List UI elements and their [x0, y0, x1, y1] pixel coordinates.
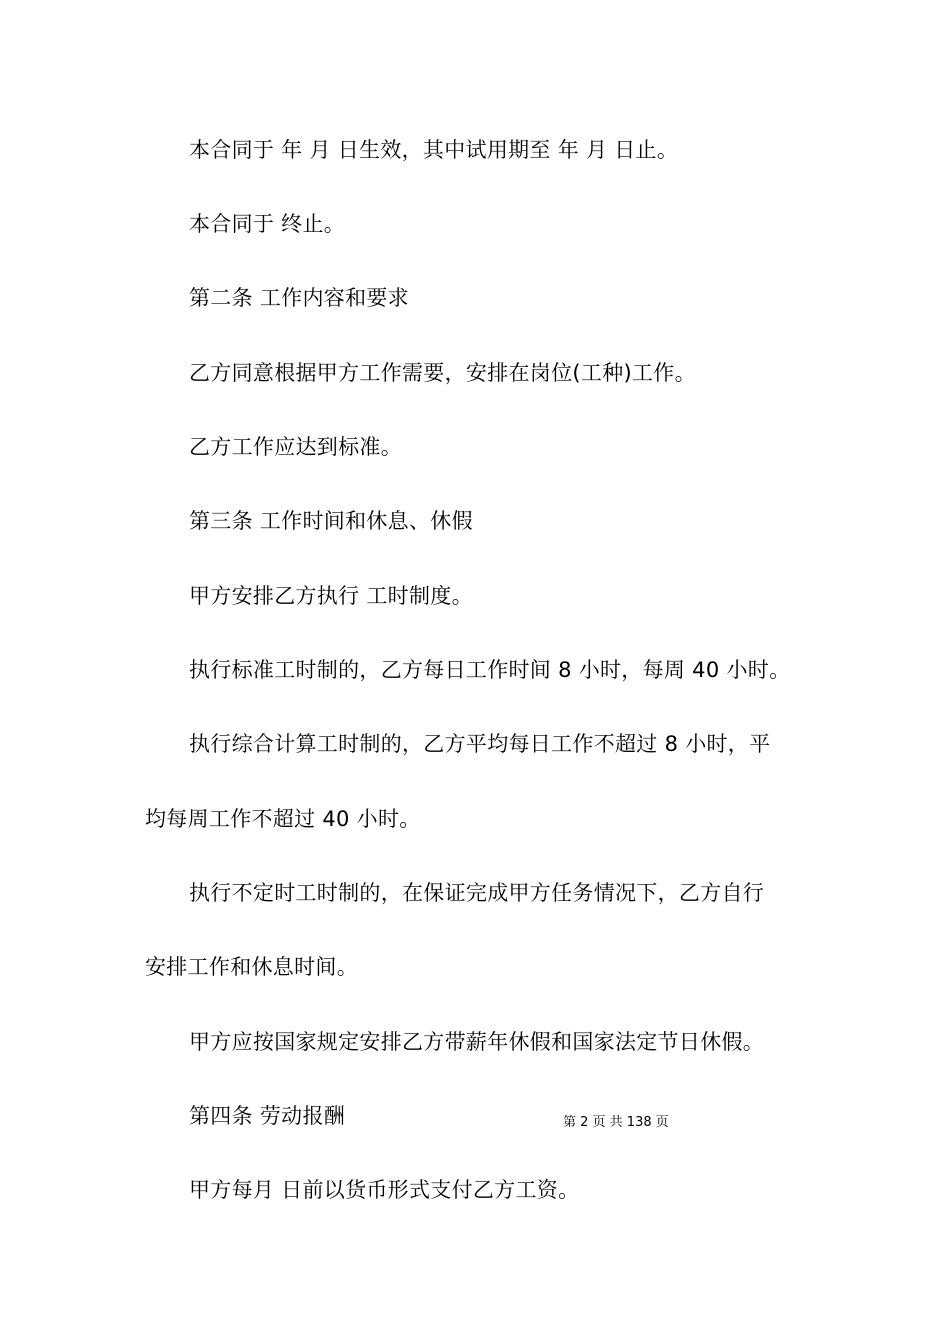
paragraph-comprehensive-hours: 执行综合计算工时制的，乙方平均每日工作不超过 8 小时，平: [189, 732, 771, 756]
paragraph-standard-hours: 执行标准工时制的，乙方每日工作时间 8 小时，每周 40 小时。: [189, 658, 791, 682]
paragraph-flexible-hours-cont: 安排工作和休息时间。: [145, 955, 358, 979]
paragraph-termination: 本合同于 终止。: [189, 212, 346, 236]
paragraph-work-hours-system: 甲方安排乙方执行 工时制度。: [189, 584, 473, 608]
article-3-heading: 第三条 工作时间和休息、休假: [189, 509, 473, 533]
paragraph-work-standard: 乙方工作应达到标准。: [189, 435, 402, 459]
paragraph-job-assignment: 乙方同意根据甲方工作需要，安排在岗位(工种)工作。: [189, 361, 696, 385]
paragraph-salary-payment: 甲方每月 日前以货币形式支付乙方工资。: [189, 1178, 580, 1202]
page-number-footer: 第 2 页 共 138 页: [563, 1115, 669, 1130]
paragraph-effective-date: 本合同于 年 月 日生效，其中试用期至 年 月 日止。: [189, 138, 679, 162]
paragraph-paid-leave: 甲方应按国家规定安排乙方带薪年休假和国家法定节日休假。: [189, 1030, 765, 1054]
article-2-heading: 第二条 工作内容和要求: [189, 286, 409, 310]
paragraph-flexible-hours: 执行不定时工时制的，在保证完成甲方任务情况下，乙方自行: [189, 881, 765, 905]
paragraph-comprehensive-hours-cont: 均每周工作不超过 40 小时。: [145, 807, 421, 831]
article-4-heading: 第四条 劳动报酬: [189, 1104, 346, 1128]
